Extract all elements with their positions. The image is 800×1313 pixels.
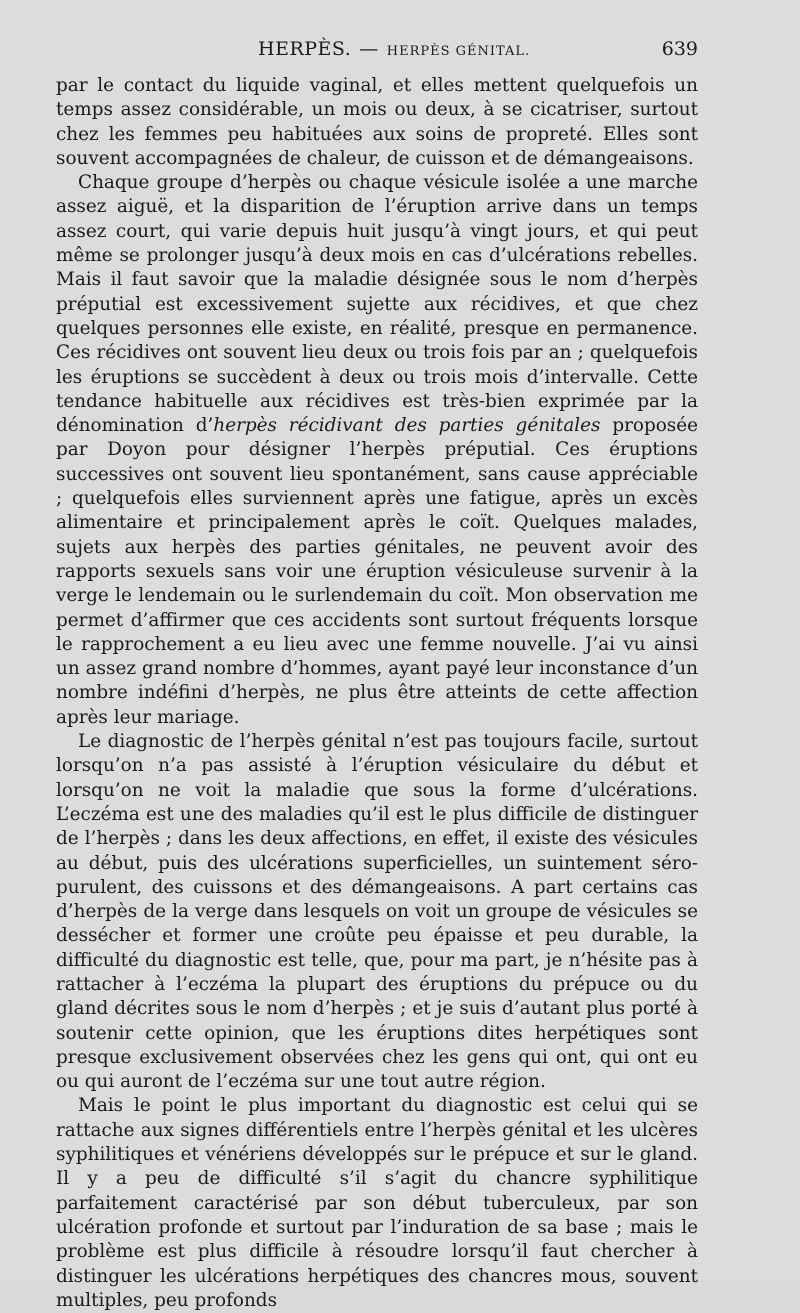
paragraph-4: Mais le point le plus important du diagnostic est celui qui se rattache aux signes différentiels entre l’herpès génital et les ulcères syphilitiques et vénériens développés sur le prépuce et sur le gland. Il y a peu de difficulté s’il s’agit du chancre syphilitique parfaitement caractérisé par son début tuberculeux, par son ulcération profonde et surtout par l’induration de sa base ; mais le problème est plus difficile à résoudre lorsqu’il faut chercher à distinguer les ulcérations herpétiques des chancres mous, souvent multiples, peu profonds bbox=[56, 1095, 698, 1311]
body-text bbox=[56, 74, 698, 1313]
paragraph-2-part-2: proposée par Doyon pour désigner l’herpès préputial. Ces éruptions successives ont souvent lieu spontanément, sans cause appréciable ; quelquefois elles surviennent après une fatigue, après un excès alimentaire et principalement après le coït. Quelques malades, sujets aux herpès des parties génitales, ne peuvent avoir des rapports sexuels sans voir une éruption vésiculeuse survenir à la verge le lendemain ou le surlendemain du coït. Mon observation me permet d’affirmer que ces accidents sont surtout fréquents lorsque le rapprochement a eu lieu avec une femme nouvelle. J’ai vu ainsi un assez grand nombre d’hommes, ayant payé leur inconstance d’un nombre indéfini d’herpès, ne plus être atteints de cette affection après leur mariage. bbox=[56, 415, 699, 728]
page-number: 639 bbox=[661, 38, 698, 60]
running-title bbox=[258, 38, 530, 60]
paragraph-2-part-1: Chaque groupe d’herpès ou chaque vésicule isolée a une marche assez aiguë, et la disparition de l’éruption arrive dans un temps assez court, qui varie depuis huit jusqu’à vingt jours, et qui peut même se prolonger jusqu’à deux mois en cas d’ulcérations rebelles. Mais il faut savoir que la maladie désignée sous le nom d’herpès préputial est excessivement sujette aux récidives, et que chez quelques personnes elle existe, en réalité, presque en permanence. Ces récidives ont souvent lieu deux ou trois fois par an ; quelquefois les éruptions se succèdent à deux ou trois mois d’intervalle. Cette tendance habituelle aux récidives est très-bien exprimée par la dénomination d’ bbox=[56, 172, 698, 437]
chapter-title: HERPÈS. bbox=[258, 38, 352, 60]
paragraph-1: par le contact du liquide vaginal, et elles mettent quelquefois un temps assez considérable, un mois ou deux, à se cicatriser, surtout chez les femmes peu habituées aux soins de propreté. Elles sont souvent accompagnées de chaleur, de cuisson et de démangeaisons. bbox=[56, 75, 698, 169]
running-header bbox=[56, 38, 698, 68]
section-title: HERPÈS GÉNITAL. bbox=[386, 44, 531, 59]
title-dash: — bbox=[359, 38, 379, 60]
paragraph-2 bbox=[56, 171, 698, 730]
paragraph-3: Le diagnostic de l’herpès génital n’est pas toujours facile, surtout lorsqu’on n’a pas assisté à l’éruption vésiculaire du début et lorsqu’on ne voit la maladie que sous la forme d’ulcérations. L’eczéma est une des maladies qu’il est le plus difficile de distinguer de l’herpès ; dans les deux affections, en effet, il existe des vésicules au début, puis des ulcérations superficielles, un suintement séro-purulent, des cuissons et des démangeaisons. A part certains cas d’herpès de la verge dans lesquels on voit un groupe de vésicules se dessécher et former une croûte peu épaisse et peu durable, la difficulté du diagnostic est telle, que, pour ma part, je n’hésite pas à rattacher à l’eczéma la plupart des éruptions du prépuce ou du gland décrites sous le nom d’herpès ; et je suis d’autant plus porté à soutenir cette opinion, que les éruptions dites herpétiques sont presque exclusivement observées chez les gens qui ont, qui ont eu ou qui auront de l’eczéma sur une tout autre région. bbox=[56, 731, 698, 1093]
italic-term: herpès récidivant des parties génitales bbox=[213, 415, 601, 437]
